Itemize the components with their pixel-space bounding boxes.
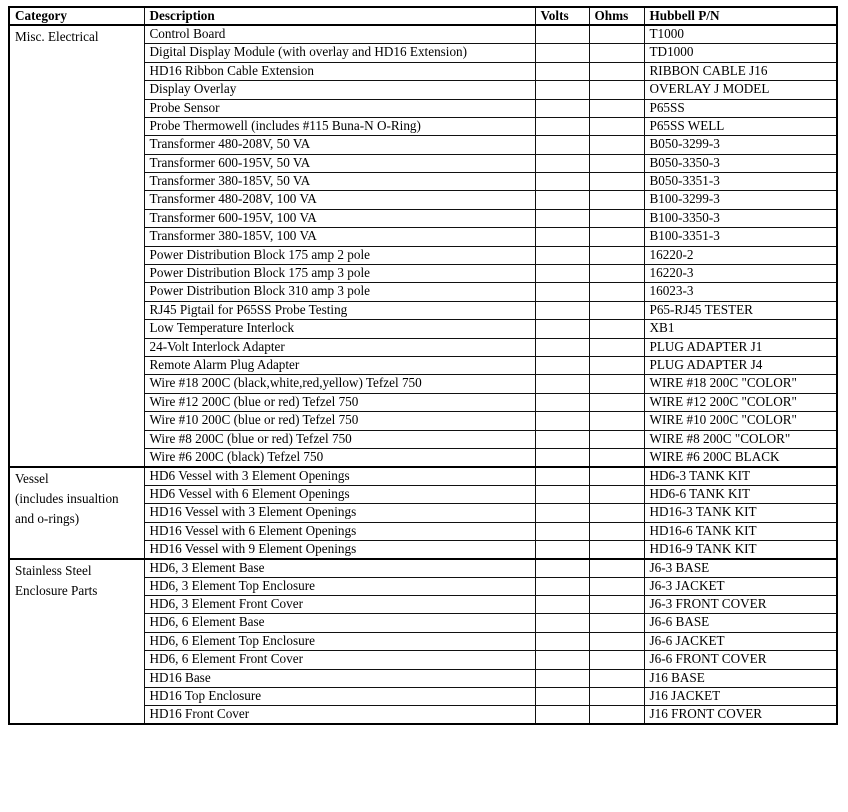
part-number-cell: WIRE #12 200C "COLOR": [644, 393, 837, 411]
volts-cell: [535, 448, 589, 466]
ohms-cell: [589, 559, 644, 577]
ohms-cell: [589, 393, 644, 411]
category-label-line: Misc. Electrical: [15, 29, 99, 45]
ohms-cell: [589, 430, 644, 448]
part-number-cell: J16 JACKET: [644, 688, 837, 706]
part-number-cell: J16 FRONT COVER: [644, 706, 837, 724]
part-number-cell: 16023-3: [644, 283, 837, 301]
column-header-pn[interactable]: Hubbell P/N: [644, 7, 837, 25]
description-cell: Probe Sensor: [144, 99, 535, 117]
part-number-cell: WIRE #8 200C "COLOR": [644, 430, 837, 448]
description-cell: Transformer 380-185V, 100 VA: [144, 228, 535, 246]
volts-cell: [535, 632, 589, 650]
volts-cell: [535, 430, 589, 448]
volts-cell: [535, 596, 589, 614]
header-row: [9, 7, 837, 25]
description-cell: Wire #8 200C (blue or red) Tefzel 750: [144, 430, 535, 448]
table-body: [9, 25, 837, 724]
description-cell: HD16 Vessel with 9 Element Openings: [144, 540, 535, 558]
volts-cell: [535, 173, 589, 191]
parts-table-container: [8, 6, 836, 725]
volts-cell: [535, 559, 589, 577]
column-header-description[interactable]: Description: [144, 7, 535, 25]
volts-cell: [535, 375, 589, 393]
part-number-cell: B050-3350-3: [644, 154, 837, 172]
description-cell: Transformer 480-208V, 100 VA: [144, 191, 535, 209]
volts-cell: [535, 99, 589, 117]
category-cell: [9, 25, 144, 466]
ohms-cell: [589, 62, 644, 80]
part-number-cell: HD16-9 TANK KIT: [644, 540, 837, 558]
ohms-cell: [589, 25, 644, 43]
volts-cell: [535, 393, 589, 411]
description-cell: HD6, 3 Element Top Enclosure: [144, 577, 535, 595]
column-header-volts[interactable]: Volts: [535, 7, 589, 25]
volts-cell: [535, 136, 589, 154]
description-cell: Power Distribution Block 175 amp 2 pole: [144, 246, 535, 264]
volts-cell: [535, 540, 589, 558]
category-label-line: Enclosure Parts: [15, 583, 98, 599]
volts-cell: [535, 485, 589, 503]
volts-cell: [535, 412, 589, 430]
ohms-cell: [589, 706, 644, 724]
part-number-cell: 16220-2: [644, 246, 837, 264]
ohms-cell: [589, 265, 644, 283]
ohms-cell: [589, 301, 644, 319]
description-cell: Power Distribution Block 175 amp 3 pole: [144, 265, 535, 283]
part-number-cell: B100-3351-3: [644, 228, 837, 246]
part-number-cell: HD16-3 TANK KIT: [644, 504, 837, 522]
part-number-cell: J6-3 BASE: [644, 559, 837, 577]
ohms-cell: [589, 209, 644, 227]
description-cell: HD16 Base: [144, 669, 535, 687]
ohms-cell: [589, 356, 644, 374]
volts-cell: [535, 62, 589, 80]
part-number-cell: J6-6 JACKET: [644, 632, 837, 650]
category-label-line: Vessel: [15, 470, 49, 486]
ohms-cell: [589, 669, 644, 687]
ohms-cell: [589, 81, 644, 99]
volts-cell: [535, 44, 589, 62]
description-cell: Probe Thermowell (includes #115 Buna-N O-Ring): [144, 117, 535, 135]
description-cell: HD16 Front Cover: [144, 706, 535, 724]
part-number-cell: WIRE #6 200C BLACK: [644, 448, 837, 466]
description-cell: Digital Display Module (with overlay and HD16 Extension): [144, 44, 535, 62]
description-cell: HD6, 6 Element Front Cover: [144, 651, 535, 669]
ohms-cell: [589, 191, 644, 209]
volts-cell: [535, 246, 589, 264]
volts-cell: [535, 228, 589, 246]
description-cell: Transformer 380-185V, 50 VA: [144, 173, 535, 191]
description-cell: RJ45 Pigtail for P65SS Probe Testing: [144, 301, 535, 319]
ohms-cell: [589, 228, 644, 246]
description-cell: Power Distribution Block 310 amp 3 pole: [144, 283, 535, 301]
volts-cell: [535, 614, 589, 632]
volts-cell: [535, 706, 589, 724]
volts-cell: [535, 81, 589, 99]
column-header-category[interactable]: Category: [9, 7, 144, 25]
ohms-cell: [589, 320, 644, 338]
ohms-cell: [589, 614, 644, 632]
part-number-cell: P65SS WELL: [644, 117, 837, 135]
ohms-cell: [589, 338, 644, 356]
description-cell: Transformer 480-208V, 50 VA: [144, 136, 535, 154]
ohms-cell: [589, 504, 644, 522]
part-number-cell: WIRE #10 200C "COLOR": [644, 412, 837, 430]
part-number-cell: TD1000: [644, 44, 837, 62]
parts-table: [8, 6, 838, 725]
part-number-cell: P65-RJ45 TESTER: [644, 301, 837, 319]
volts-cell: [535, 191, 589, 209]
volts-cell: [535, 154, 589, 172]
ohms-cell: [589, 117, 644, 135]
ohms-cell: [589, 412, 644, 430]
description-cell: HD6, 3 Element Front Cover: [144, 596, 535, 614]
part-number-cell: PLUG ADAPTER J1: [644, 338, 837, 356]
ohms-cell: [589, 99, 644, 117]
volts-cell: [535, 117, 589, 135]
description-cell: HD6, 3 Element Base: [144, 559, 535, 577]
ohms-cell: [589, 154, 644, 172]
volts-cell: [535, 467, 589, 485]
table-header: [9, 7, 837, 25]
part-number-cell: J6-3 FRONT COVER: [644, 596, 837, 614]
ohms-cell: [589, 246, 644, 264]
description-cell: HD6 Vessel with 6 Element Openings: [144, 485, 535, 503]
ohms-cell: [589, 522, 644, 540]
part-number-cell: T1000: [644, 25, 837, 43]
part-number-cell: PLUG ADAPTER J4: [644, 356, 837, 374]
ohms-cell: [589, 485, 644, 503]
part-number-cell: XB1: [644, 320, 837, 338]
description-cell: HD16 Ribbon Cable Extension: [144, 62, 535, 80]
ohms-cell: [589, 467, 644, 485]
description-cell: Transformer 600-195V, 100 VA: [144, 209, 535, 227]
part-number-cell: HD6-3 TANK KIT: [644, 467, 837, 485]
ohms-cell: [589, 136, 644, 154]
ohms-cell: [589, 540, 644, 558]
description-cell: Wire #18 200C (black,white,red,yellow) Tefzel 750: [144, 375, 535, 393]
part-number-cell: J16 BASE: [644, 669, 837, 687]
volts-cell: [535, 522, 589, 540]
volts-cell: [535, 320, 589, 338]
part-number-cell: J6-6 BASE: [644, 614, 837, 632]
volts-cell: [535, 669, 589, 687]
description-cell: Low Temperature Interlock: [144, 320, 535, 338]
description-cell: 24-Volt Interlock Adapter: [144, 338, 535, 356]
part-number-cell: OVERLAY J MODEL: [644, 81, 837, 99]
table-row[interactable]: [9, 467, 837, 485]
part-number-cell: HD6-6 TANK KIT: [644, 485, 837, 503]
volts-cell: [535, 25, 589, 43]
description-cell: HD6, 6 Element Top Enclosure: [144, 632, 535, 650]
description-cell: Wire #6 200C (black) Tefzel 750: [144, 448, 535, 466]
part-number-cell: RIBBON CABLE J16: [644, 62, 837, 80]
category-cell: [9, 467, 144, 559]
volts-cell: [535, 265, 589, 283]
column-header-ohms[interactable]: Ohms: [589, 7, 644, 25]
description-cell: HD6 Vessel with 3 Element Openings: [144, 467, 535, 485]
ohms-cell: [589, 596, 644, 614]
description-cell: Remote Alarm Plug Adapter: [144, 356, 535, 374]
part-number-cell: B050-3351-3: [644, 173, 837, 191]
volts-cell: [535, 283, 589, 301]
category-label-line: and o-rings): [15, 511, 80, 527]
ohms-cell: [589, 632, 644, 650]
category-cell: [9, 559, 144, 725]
part-number-cell: B100-3350-3: [644, 209, 837, 227]
volts-cell: [535, 577, 589, 595]
description-cell: Transformer 600-195V, 50 VA: [144, 154, 535, 172]
description-cell: HD16 Vessel with 6 Element Openings: [144, 522, 535, 540]
ohms-cell: [589, 577, 644, 595]
category-label-line: (includes insualtion: [15, 491, 119, 507]
description-cell: HD16 Vessel with 3 Element Openings: [144, 504, 535, 522]
part-number-cell: P65SS: [644, 99, 837, 117]
ohms-cell: [589, 448, 644, 466]
ohms-cell: [589, 375, 644, 393]
description-cell: Display Overlay: [144, 81, 535, 99]
category-label-line: Stainless Steel: [15, 562, 92, 578]
volts-cell: [535, 651, 589, 669]
volts-cell: [535, 338, 589, 356]
volts-cell: [535, 504, 589, 522]
description-cell: Wire #10 200C (blue or red) Tefzel 750: [144, 412, 535, 430]
ohms-cell: [589, 173, 644, 191]
volts-cell: [535, 688, 589, 706]
part-number-cell: WIRE #18 200C "COLOR": [644, 375, 837, 393]
ohms-cell: [589, 44, 644, 62]
part-number-cell: J6-6 FRONT COVER: [644, 651, 837, 669]
description-cell: HD6, 6 Element Base: [144, 614, 535, 632]
part-number-cell: B050-3299-3: [644, 136, 837, 154]
part-number-cell: HD16-6 TANK KIT: [644, 522, 837, 540]
description-cell: Control Board: [144, 25, 535, 43]
ohms-cell: [589, 688, 644, 706]
volts-cell: [535, 209, 589, 227]
table-row[interactable]: [9, 559, 837, 577]
ohms-cell: [589, 283, 644, 301]
part-number-cell: J6-3 JACKET: [644, 577, 837, 595]
part-number-cell: 16220-3: [644, 265, 837, 283]
description-cell: HD16 Top Enclosure: [144, 688, 535, 706]
table-row[interactable]: [9, 25, 837, 43]
description-cell: Wire #12 200C (blue or red) Tefzel 750: [144, 393, 535, 411]
part-number-cell: B100-3299-3: [644, 191, 837, 209]
volts-cell: [535, 356, 589, 374]
ohms-cell: [589, 651, 644, 669]
volts-cell: [535, 301, 589, 319]
